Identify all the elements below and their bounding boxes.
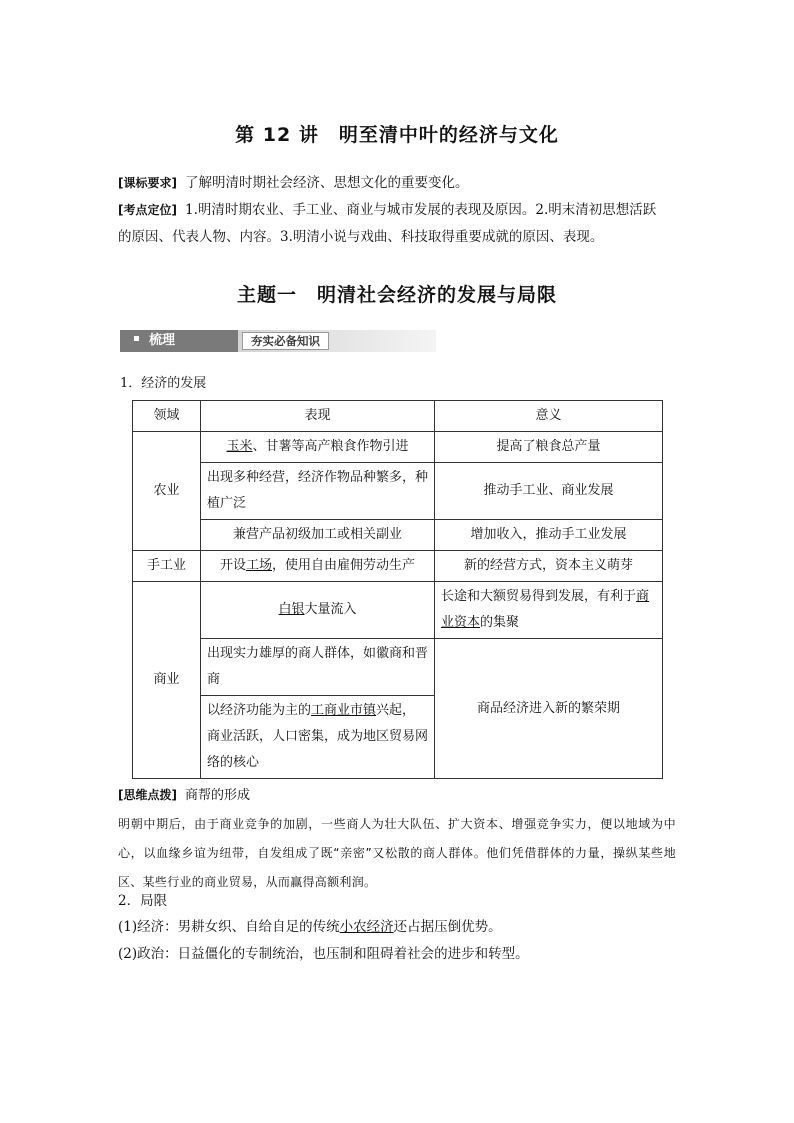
table-row	[133, 551, 663, 582]
theme-title: 主题一 明清社会经济的发展与局限	[236, 284, 557, 306]
cell-text: ，使用自由雇佣劳动生产	[272, 558, 416, 573]
section-heading: 1．经济的发展	[120, 376, 207, 391]
table-row	[133, 582, 663, 639]
domain-handicraft: 手工业	[133, 551, 201, 582]
limit-text: (1)经济：男耕女织、自给自足的传统	[118, 919, 340, 935]
table-cell	[201, 582, 435, 639]
table-cell	[435, 582, 663, 639]
economy-table	[132, 400, 663, 779]
cell-text: 的集聚	[480, 615, 520, 630]
banner-main-label: 梳理	[149, 333, 176, 348]
think-topic: 商帮的形成	[184, 788, 250, 803]
table-header-row	[133, 401, 663, 432]
banner-main	[120, 330, 238, 352]
underlined-term: 玉米	[226, 439, 253, 454]
focus-tag: [考点定位]	[118, 203, 177, 217]
cell-text: 以经济功能为主的	[207, 703, 312, 718]
section-banner	[120, 330, 436, 352]
curriculum-requirement	[118, 170, 678, 197]
limit-heading: 2．局限	[118, 893, 168, 909]
cell-text: 、甘薯等高产粮食作物引进	[252, 439, 409, 454]
limit-text: 还占据压倒优势。	[393, 919, 502, 935]
table-cell: 出现实力雄厚的商人群体，如徽商和晋商	[201, 639, 435, 696]
table-cell	[201, 696, 435, 779]
table-row	[133, 432, 663, 463]
table-cell: 提高了粮食总产量	[435, 432, 663, 463]
table-row	[133, 520, 663, 551]
banner-sub-band	[238, 330, 436, 352]
exam-focus-cont	[118, 224, 678, 251]
limit-item-politics: (2)政治：日益僵化的专制统治，也压制和阻碍着社会的进步和转型。	[118, 946, 529, 962]
table-cell: 出现多种经营，经济作物品种繁多，种植广泛	[201, 463, 435, 520]
table-cell: 商品经济进入新的繁荣期	[435, 639, 663, 779]
focus-line2: 的原因、代表人物、内容。3.明清小说与戏曲、科技取得重要成就的原因、表现。	[118, 229, 604, 245]
underlined-term: 工商业市镇	[311, 703, 377, 718]
header-performance: 表现	[201, 401, 435, 432]
underlined-term: 商业资本	[441, 589, 650, 630]
think-tag: [思维点拨]	[118, 788, 177, 802]
exam-focus	[118, 197, 678, 224]
focus-line1: 1.明清时期农业、手工业、商业与城市发展的表现及原因。2.明末清初思想活跃	[184, 202, 657, 218]
table-cell: 兼营产品初级加工或相关副业	[201, 520, 435, 551]
requirement-tag: [课标要求]	[118, 176, 177, 190]
header-domain: 领域	[133, 401, 201, 432]
cell-text: 兴起，商业活跃，人口密集，成为地区贸易网络的核心	[207, 703, 429, 770]
limit-item-economy	[118, 914, 502, 941]
cell-text: 开设	[219, 558, 246, 573]
think-paragraph: 明朝中期后，由于商业竞争的加剧，一些商人为壮大队伍、扩大资本、增强竞争实力，便以地域为中心，以血缘乡谊为纽带，自发组成了既“亲密”又松散的商人群体。他们凭借群体的力量，操纵某些地区、某些行业的商业贸易，从而赢得高额利润。	[118, 817, 676, 889]
table-cell	[201, 432, 435, 463]
cell-text: 长途和大额贸易得到发展，有利于	[441, 589, 637, 604]
table-cell	[201, 551, 435, 582]
underlined-term: 小农经济	[339, 919, 394, 935]
banner-sub-label: 夯实必备知识	[242, 332, 329, 350]
requirement-text: 了解明清时期社会经济、思想文化的重要变化。	[184, 175, 469, 191]
think-heading	[118, 784, 250, 803]
table-cell: 推动手工业、商业发展	[435, 463, 663, 520]
table-cell: 增加收入，推动手工业发展	[435, 520, 663, 551]
domain-agriculture: 农业	[133, 432, 201, 551]
cell-text: 大量流入	[304, 602, 357, 617]
table-cell: 新的经营方式，资本主义萌芽	[435, 551, 663, 582]
square-icon	[134, 336, 139, 341]
domain-commerce: 商业	[133, 582, 201, 779]
header-significance: 意义	[435, 401, 663, 432]
lesson-title: 第 12 讲 明至清中叶的经济与文化	[235, 124, 559, 146]
underlined-term: 工场	[245, 558, 272, 573]
table-row	[133, 463, 663, 520]
underlined-term: 白银	[278, 602, 305, 617]
table-row	[133, 639, 663, 696]
